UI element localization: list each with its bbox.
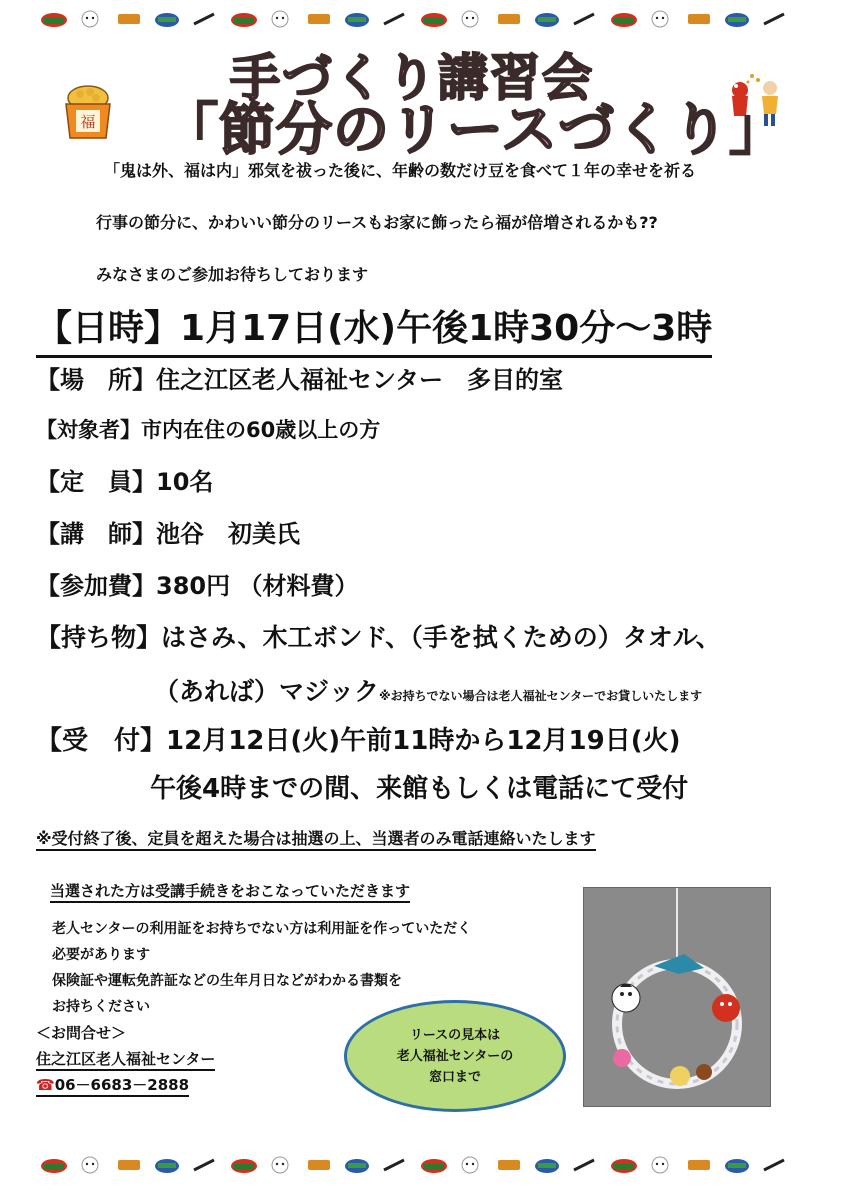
sample-wreath-photo <box>583 887 771 1107</box>
reception-label: 【受 付】 <box>36 726 167 756</box>
instructor-row <box>36 514 300 549</box>
fee-row <box>36 566 358 601</box>
items-line2: （あれば）マジック <box>154 677 380 706</box>
capacity-value: 10名 <box>156 468 214 496</box>
target-label: 【対象者】 <box>36 418 141 442</box>
items-row <box>36 618 721 654</box>
sample-wreath-bubble <box>344 1000 566 1112</box>
items-row-2 <box>154 672 702 708</box>
top-setsubun-border <box>0 8 849 30</box>
intro-line-1: 「鬼は外、福は内」邪気を祓った後に、年齢の数だけ豆を食べて１年の幸せを祈る <box>104 161 697 180</box>
lottery-note: ※受付終了後、定員を超えた場合は抽選の上、当選者のみ電話連絡いたします <box>36 826 596 851</box>
winners-line: 保険証や運転免許証などの生年月日などがわかる書類を <box>52 973 402 989</box>
items-label: 【持ち物】 <box>36 623 162 652</box>
capacity-row <box>36 462 213 497</box>
target-value: 市内在住の60歳以上の方 <box>141 418 381 442</box>
bubble-line-3: 窓口まで <box>428 1069 481 1085</box>
phone-icon: ☎ <box>36 1076 55 1094</box>
setsubun-pattern-icon <box>0 1154 849 1176</box>
capacity-label: 【定 員】 <box>36 468 156 496</box>
intro-line-3: みなさまのご参加お待ちしております <box>96 265 369 284</box>
place-row <box>36 360 563 395</box>
place-value: 住之江区老人福祉センター 多目的室 <box>156 366 564 394</box>
datetime-value: 1月17日(水)午後1時30分～3時 <box>180 308 713 349</box>
setsubun-pattern-icon <box>0 8 849 30</box>
intro-line-2: 行事の節分に、かわいい節分のリースもお家に飾ったら福が倍増されるかも?? <box>96 213 658 232</box>
contact-heading: ＜お問合せ＞ <box>36 1024 127 1042</box>
datetime-label: 【日時】 <box>36 308 181 349</box>
fuku-bean-bag-icon <box>60 84 116 146</box>
items-value: はさみ、木工ボンド、（手を拭くための）タオル、 <box>161 623 721 652</box>
winners-heading: 当選された方は受講手続きをおこなっていただきます <box>50 880 410 903</box>
items-note: ※お持ちでない場合は老人福祉センターでお貸しいたします <box>379 689 703 703</box>
fuku-label: 福 <box>80 113 96 131</box>
event-title: 手づくり講習会 <box>230 49 594 107</box>
winners-line: 老人センターの利用証をお持ちでない方は利用証を作っていただく <box>52 921 472 937</box>
reception-row-2: 午後4時までの間、来館もしくは電話にて受付 <box>150 774 689 804</box>
contact-name: 住之江区老人福祉センター <box>36 1048 215 1071</box>
instructor-label: 【講 師】 <box>36 520 156 548</box>
reception-value: 12月12日(火)午前11時から12月19日(火) <box>166 726 681 756</box>
target-row <box>36 414 380 444</box>
reception-row <box>36 720 680 757</box>
contact-phone-row <box>36 1074 189 1097</box>
bubble-line-1: リースの見本は <box>409 1027 501 1043</box>
instructor-value: 池谷 初美氏 <box>156 520 300 548</box>
event-subtitle: 「節分のリースづくり」 <box>162 98 787 163</box>
contact-phone: 06－6683－2888 <box>54 1076 190 1094</box>
bottom-setsubun-border <box>0 1154 849 1176</box>
winners-line: 必要があります <box>52 947 150 963</box>
datetime-row <box>36 300 712 358</box>
place-label: 【場 所】 <box>36 366 156 394</box>
fee-value: 380円 （材料費） <box>156 572 359 600</box>
winners-line: お持ちください <box>52 999 150 1015</box>
bubble-line-2: 老人福祉センターの <box>396 1048 514 1064</box>
fee-label: 【参加費】 <box>36 572 156 600</box>
